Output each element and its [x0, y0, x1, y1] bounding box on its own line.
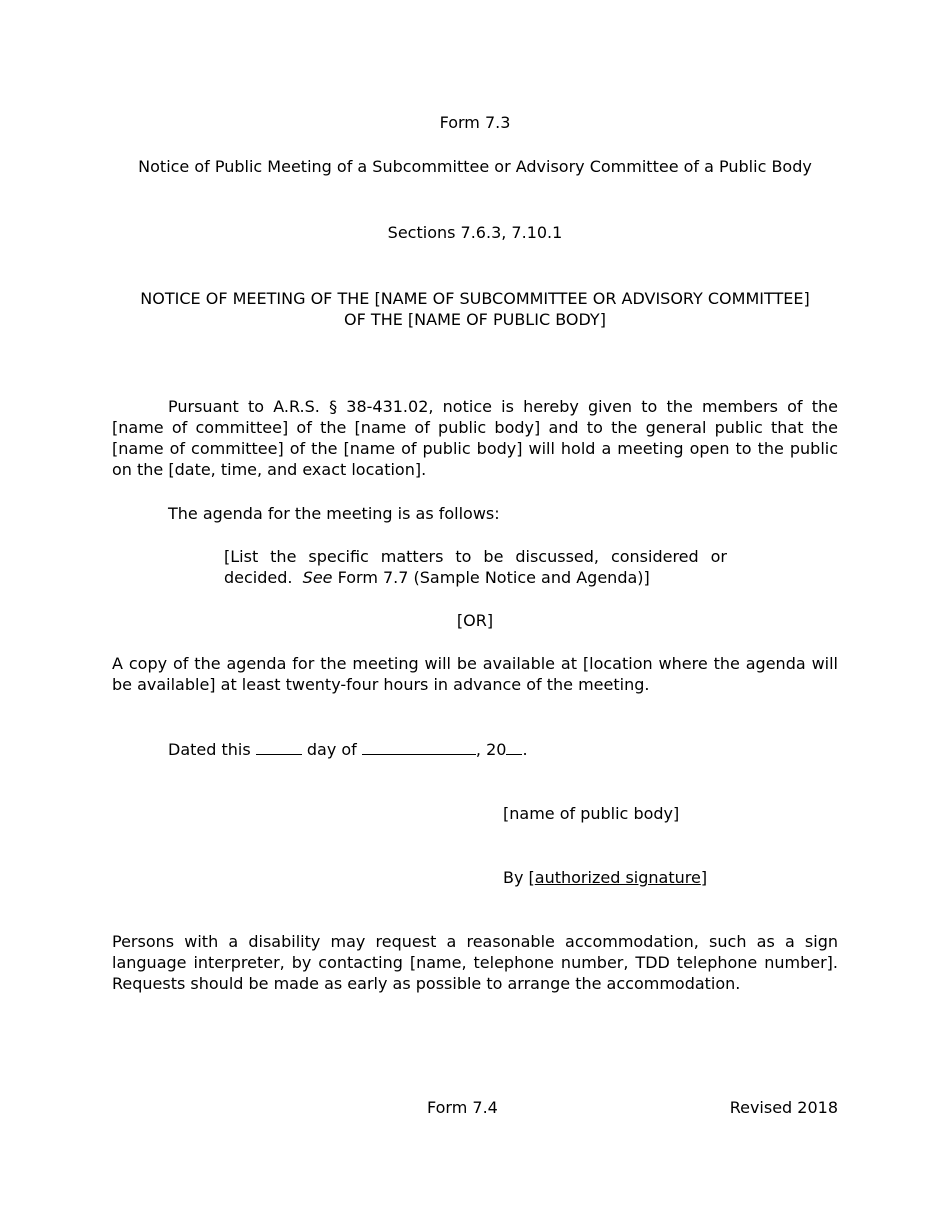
footer-form-number: Form 7.4	[427, 1098, 498, 1117]
dated-year-prefix: , 20	[475, 740, 507, 759]
dated-suffix: .	[522, 740, 528, 759]
month-blank[interactable]	[362, 739, 476, 755]
agenda-see: See	[302, 568, 333, 587]
agenda-ref: Form 7.7 (Sample Notice and Agenda)]	[337, 568, 650, 587]
agenda-list-text: [List the specific matters to be discussed, considered or decided.	[224, 547, 727, 587]
agenda-intro: The agenda for the meeting is as follows:	[168, 504, 500, 523]
agenda-copy-paragraph: A copy of the agenda for the meeting will be available at [location where the agenda will be available] at least twenty-four hours in advance of the meeting.	[112, 654, 838, 694]
sections-reference: Sections 7.6.3, 7.10.1	[387, 223, 563, 242]
dated-day-of: day of	[306, 740, 357, 759]
footer-revised: Revised 2018	[729, 1098, 838, 1117]
year-blank[interactable]	[506, 739, 522, 755]
signature-public-body: [name of public body]	[503, 804, 680, 823]
signature-by-label: By [	[503, 868, 535, 887]
dated-line	[168, 739, 528, 760]
form-number: Form 7.3	[439, 113, 511, 132]
or-separator: [OR]	[456, 611, 494, 630]
signature-close-bracket: ]	[700, 868, 708, 887]
pursuant-paragraph: Pursuant to A.R.S. § 38-431.02, notice is hereby given to the members of the [name of committee] of the [name of public body] and to the general public that the [name of committee] of the [name of public body] will hold a meeting open to the public on the [date, time, and exact location].	[112, 397, 838, 479]
authorized-signature: authorized signature	[534, 868, 701, 887]
dated-prefix: Dated this	[168, 740, 251, 759]
accommodation-paragraph: Persons with a disability may request a reasonable accommodation, such as a sign language interpreter, by contacting [name, telephone number, TDD telephone number]. Requests should be made as early as possible to arrange the accommodation.	[112, 932, 838, 993]
signature-line	[503, 867, 707, 888]
agenda-list-placeholder	[224, 546, 727, 588]
form-title: Notice of Public Meeting of a Subcommittee or Advisory Committee of a Public Body	[138, 157, 812, 176]
day-blank[interactable]	[256, 739, 302, 755]
notice-heading: NOTICE OF MEETING OF THE [NAME OF SUBCOMMITTEE OR ADVISORY COMMITTEE] OF THE [NAME OF PUBLIC BODY]	[140, 289, 810, 329]
